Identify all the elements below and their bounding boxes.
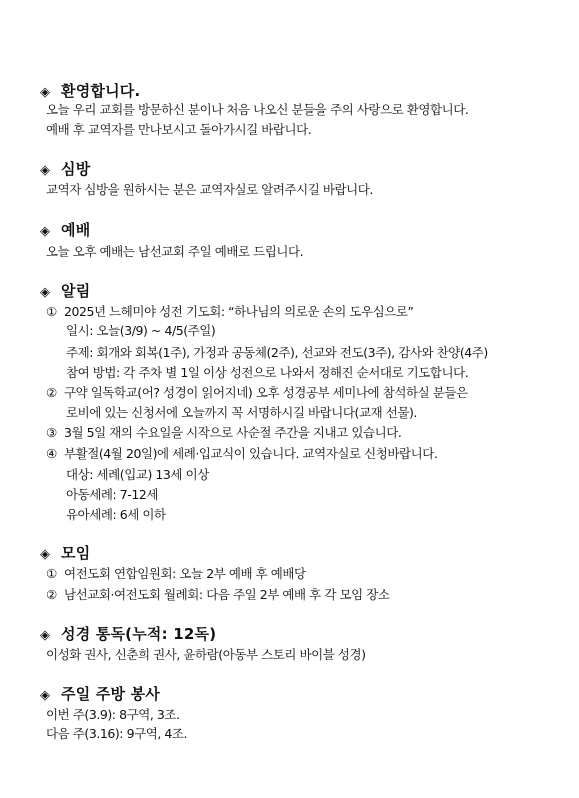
section-heading-meetings [40, 543, 90, 565]
section-title: 예배 [61, 221, 91, 239]
section-title: 주일 주방 봉사 [61, 685, 160, 703]
diamond-bullet-icon: ◈ [40, 85, 51, 100]
diamond-bullet-icon: ◈ [40, 285, 51, 300]
section-heading-bible-reading [40, 624, 216, 646]
section-heading-notices [40, 281, 90, 303]
section-title: 환영합니다. [61, 82, 141, 100]
diamond-bullet-icon: ◈ [40, 163, 51, 178]
section-heading-worship [40, 220, 90, 242]
number-marker: ④ [46, 446, 57, 461]
meeting-item [46, 565, 306, 583]
kitchen-line: 이번 주(3.9): 8구역, 3조. [46, 707, 180, 722]
meeting-item [46, 586, 390, 604]
diamond-bullet-icon: ◈ [40, 547, 51, 562]
number-marker: ② [46, 385, 57, 400]
notice-item [46, 303, 414, 321]
notice-subline: 일시: 오늘(3/9) ~ 4/5(주일) [66, 323, 216, 338]
welcome-line: 오늘 우리 교회를 방문하신 분이나 처음 나오신 분들을 주의 사랑으로 환영합니다. [46, 102, 469, 117]
bible-reading-line: 이성화 권사, 신춘희 권사, 윤하람(아동부 스토리 바이블 성경) [46, 647, 366, 662]
notice-text: 3월 5일 재의 수요일을 시작으로 사순절 주간을 지내고 있습니다. [64, 425, 402, 440]
number-marker: ① [46, 566, 57, 581]
meeting-text: 여전도회 연합임원회: 오늘 2부 예배 후 예배당 [64, 566, 306, 581]
diamond-bullet-icon: ◈ [40, 628, 51, 643]
diamond-bullet-icon: ◈ [40, 688, 51, 703]
number-marker: ③ [46, 425, 57, 440]
meeting-text: 남선교회·여전도회 월례회: 다음 주일 2부 예배 후 각 모임 장소 [64, 587, 390, 602]
notice-subline: 참여 방법: 각 주차 별 1일 이상 성전으로 나와서 정해진 순서대로 기도합니다. [66, 365, 469, 380]
notice-text: 구약 일독학교(어? 성경이 읽어지네) 오후 성경공부 세미나에 참석하실 분들은 [64, 385, 468, 400]
notice-subline: 로비에 있는 신청서에 오늘까지 꼭 서명하시길 바랍니다(교재 선물). [66, 405, 417, 420]
section-title: 성경 통독(누적: 12독) [61, 625, 217, 643]
section-title: 모임 [61, 544, 91, 562]
notice-subline: 주제: 회개와 회복(1주), 가정과 공동체(2주), 선교와 전도(3주), 감사와 찬양(4주) [66, 345, 488, 360]
notice-item [46, 384, 468, 402]
notice-subline: 대상: 세례(입교) 13세 이상 [66, 467, 209, 482]
kitchen-line: 다음 주(3.16): 9구역, 4조. [46, 726, 188, 741]
notice-text: 부활절(4월 20일)에 세례·입교식이 있습니다. 교역자실로 신청바랍니다. [64, 446, 438, 461]
visit-line: 교역자 심방을 원하시는 분은 교역자실로 알려주시길 바랍니다. [46, 182, 373, 197]
section-heading-kitchen [40, 684, 160, 706]
diamond-bullet-icon: ◈ [40, 224, 51, 239]
section-title: 알림 [61, 282, 91, 300]
welcome-line: 예배 후 교역자를 만나보시고 돌아가시길 바랍니다. [46, 122, 312, 137]
section-title: 심방 [61, 160, 91, 178]
notice-item [46, 424, 401, 442]
number-marker: ① [46, 304, 57, 319]
notice-text: 2025년 느헤미야 성전 기도회: “하나님의 의로운 손의 도우심으로” [64, 304, 414, 319]
section-heading-visit [40, 159, 90, 181]
worship-line: 오늘 오후 예배는 남선교회 주일 예배로 드립니다. [46, 244, 304, 259]
section-heading-welcome [40, 81, 140, 103]
notice-subline: 유아세례: 6세 이하 [66, 507, 166, 522]
notice-subline: 아동세례: 7-12세 [66, 487, 158, 502]
notice-item [46, 445, 437, 463]
number-marker: ② [46, 587, 57, 602]
